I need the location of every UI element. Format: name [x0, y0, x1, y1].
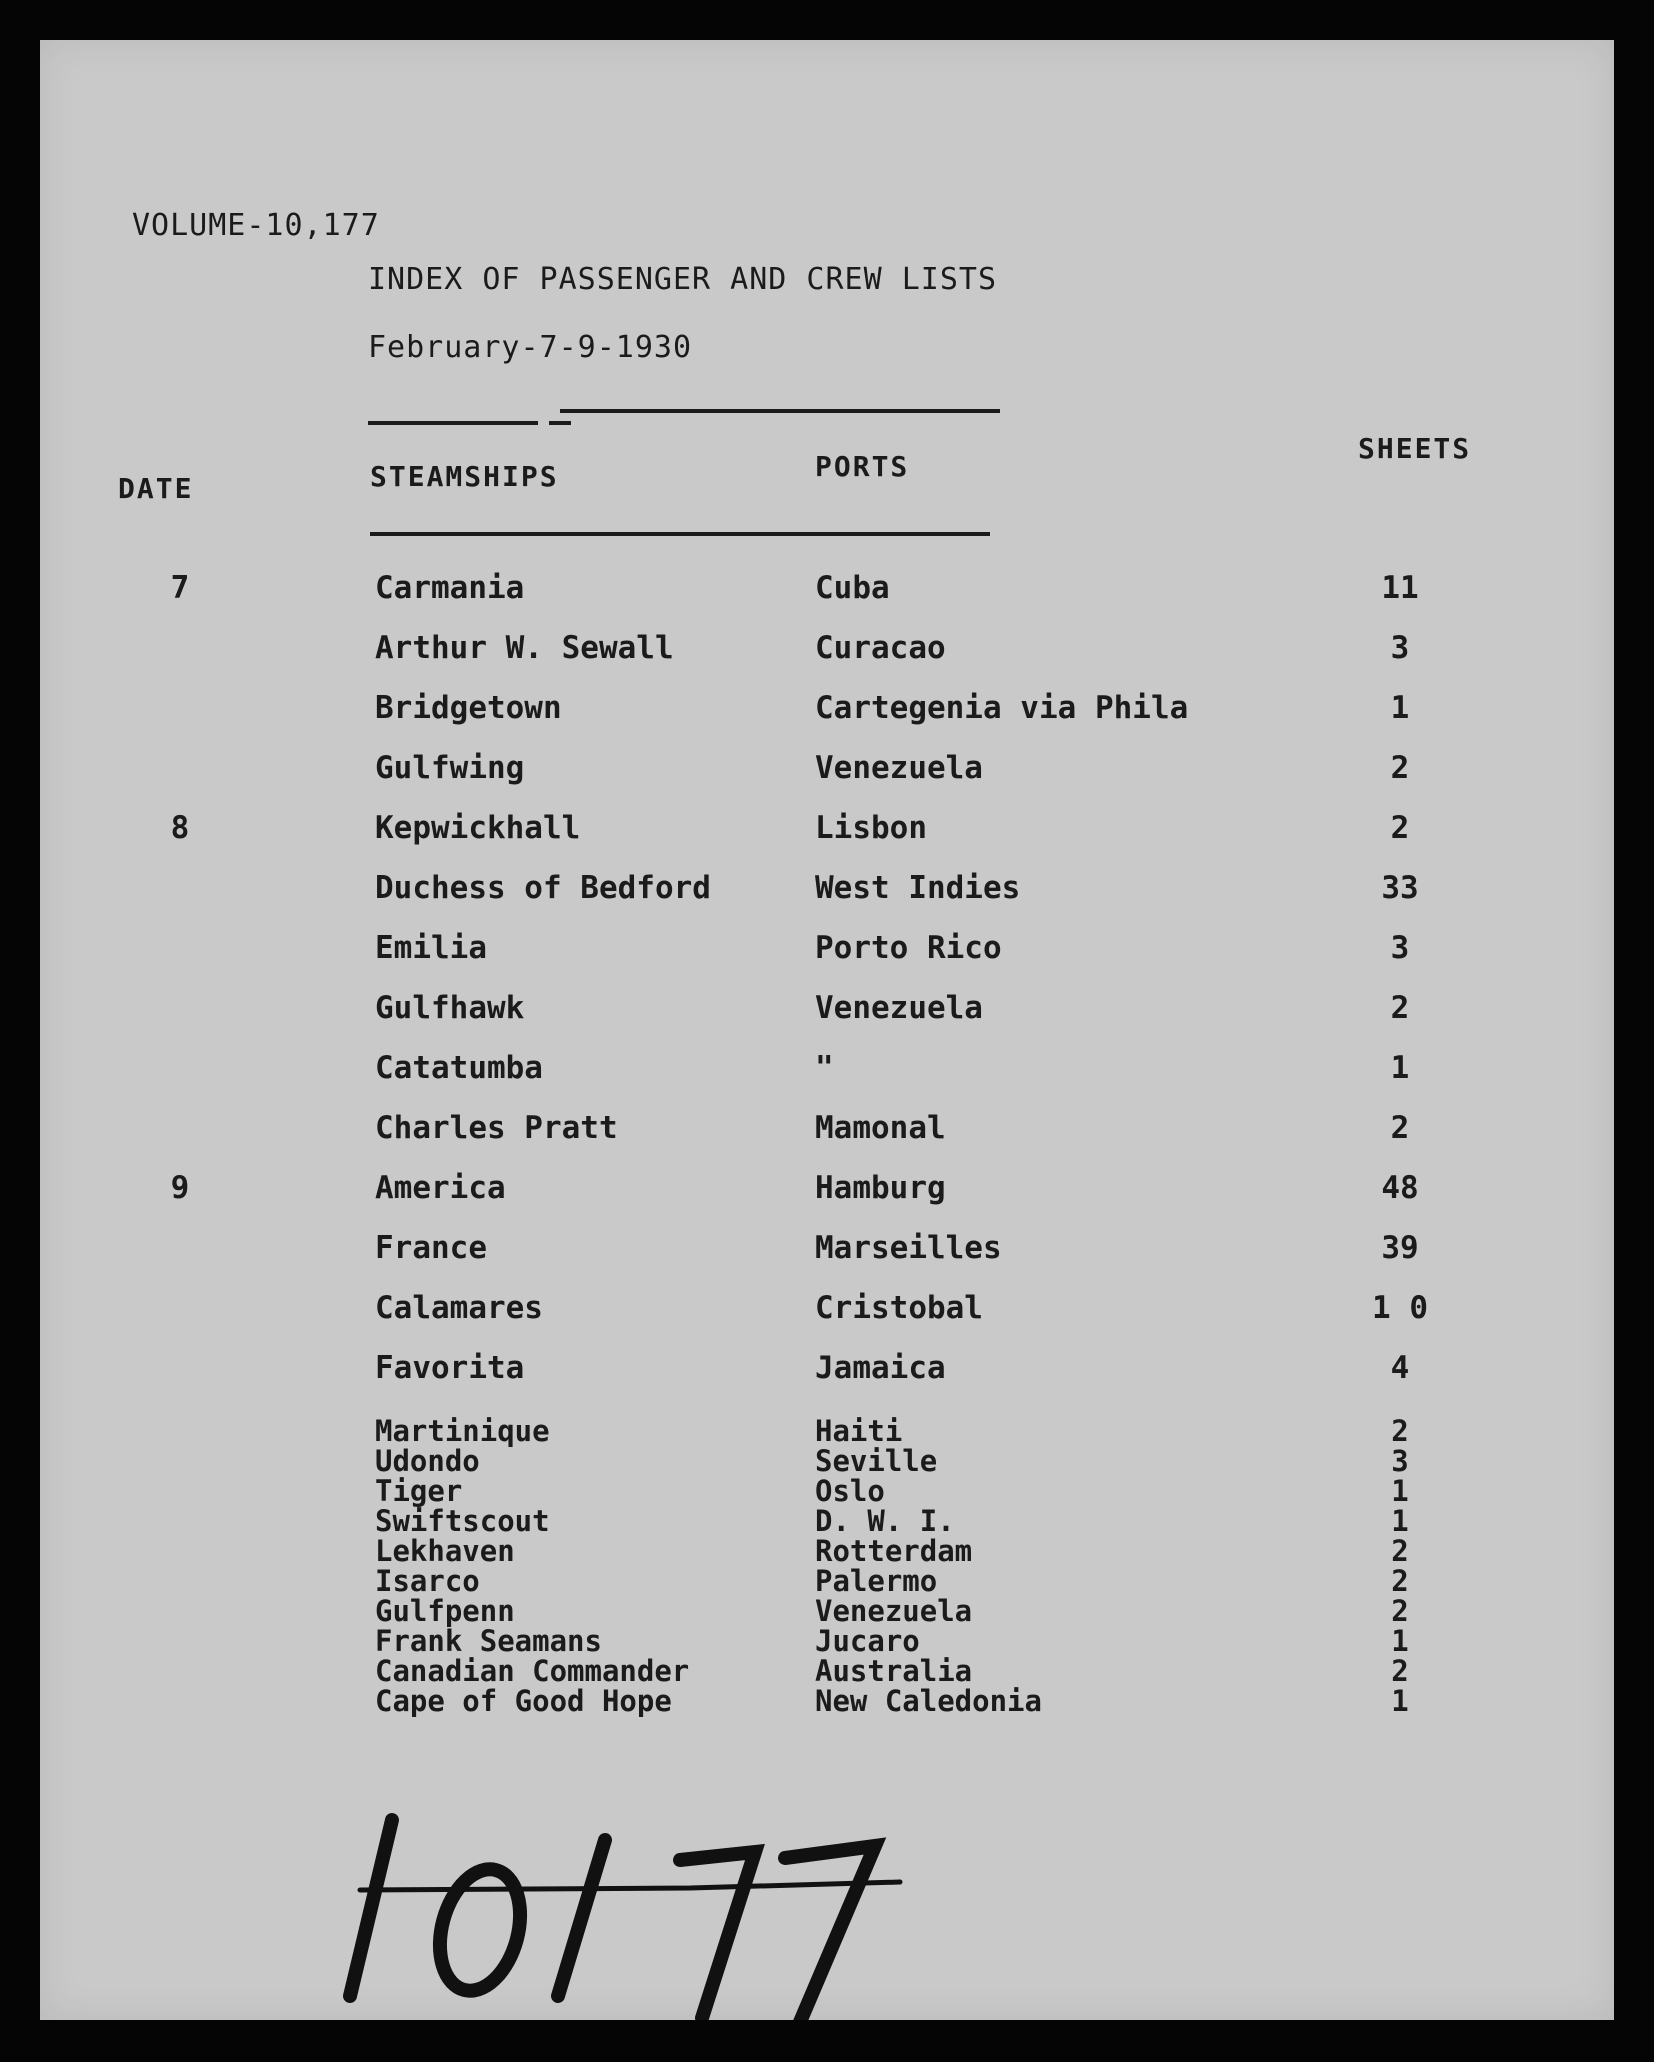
sheets-cell: 1: [1391, 1624, 1409, 1658]
port-cell: Cartegenia via Phila: [815, 690, 1189, 726]
sheets-cell: 33: [1381, 870, 1419, 906]
port-cell: Jucaro: [815, 1624, 920, 1658]
header-rule-dash: [549, 421, 571, 425]
port-cell: Rotterdam: [815, 1534, 973, 1568]
port-cell: D. W. I.: [815, 1504, 955, 1538]
port-cell: Oslo: [815, 1474, 885, 1508]
port-cell: Cuba: [815, 570, 890, 606]
steamship-cell: Arthur W. Sewall: [375, 630, 674, 666]
column-header-ports: PORTS: [815, 450, 910, 483]
sheets-cell: 2: [1390, 990, 1410, 1026]
sheets-cell: 3: [1391, 1444, 1409, 1478]
steamship-cell: Canadian Commander: [375, 1654, 690, 1688]
port-cell: Venezuela: [815, 990, 983, 1026]
sheets-cell: 1: [1390, 1050, 1410, 1086]
port-cell: Curacao: [815, 630, 946, 666]
steamship-cell: Gulfwing: [375, 750, 525, 786]
column-header-rule: [370, 532, 990, 536]
port-cell: ": [815, 1050, 834, 1086]
date-cell: 8: [170, 810, 190, 846]
steamship-cell: Isarco: [375, 1564, 480, 1598]
steamship-cell: Carmania: [375, 570, 525, 606]
steamship-cell: Bridgetown: [375, 690, 562, 726]
column-header-sheets: SHEETS: [1358, 432, 1472, 465]
date-cell: 7: [170, 570, 190, 606]
port-cell: Cristobal: [815, 1290, 983, 1326]
port-cell: West Indies: [815, 870, 1021, 906]
sheets-cell: 3: [1390, 630, 1410, 666]
steamship-cell: Swiftscout: [375, 1504, 550, 1538]
steamship-cell: Charles Pratt: [375, 1110, 618, 1146]
port-cell: New Caledonia: [815, 1684, 1042, 1718]
sheets-cell: 2: [1391, 1414, 1409, 1448]
sheets-cell: 2: [1391, 1594, 1409, 1628]
port-cell: Marseilles: [815, 1230, 1002, 1266]
steamship-cell: Emilia: [375, 930, 487, 966]
steamship-cell: Udondo: [375, 1444, 480, 1478]
steamship-cell: Duchess of Bedford: [375, 870, 711, 906]
sheets-cell: 1 0: [1372, 1290, 1428, 1326]
steamship-cell: Tiger: [375, 1474, 463, 1508]
sheets-cell: 2: [1391, 1654, 1409, 1688]
port-cell: Jamaica: [815, 1350, 946, 1386]
steamship-cell: America: [375, 1170, 506, 1206]
date-range: February-7-9-1930: [368, 330, 693, 365]
sheets-cell: 3: [1390, 930, 1410, 966]
port-cell: Palermo: [815, 1564, 938, 1598]
header-rule-short: [368, 421, 538, 425]
sheets-cell: 4: [1390, 1350, 1410, 1386]
sheets-cell: 11: [1381, 570, 1419, 606]
port-cell: Haiti: [815, 1414, 903, 1448]
sheets-cell: 2: [1390, 810, 1410, 846]
sheets-cell: 2: [1390, 1110, 1410, 1146]
port-cell: Hamburg: [815, 1170, 946, 1206]
document-title: INDEX OF PASSENGER AND CREW LISTS: [368, 262, 998, 297]
volume-label: VOLUME-10,177: [132, 208, 380, 243]
sheets-cell: 1: [1391, 1474, 1409, 1508]
sheets-cell: 1: [1390, 690, 1410, 726]
port-cell: Venezuela: [815, 1594, 973, 1628]
steamship-cell: Martinique: [375, 1414, 550, 1448]
port-cell: Venezuela: [815, 750, 983, 786]
steamship-cell: Lekhaven: [375, 1534, 515, 1568]
steamship-cell: Cape of Good Hope: [375, 1684, 672, 1718]
sheets-cell: 2: [1391, 1534, 1409, 1568]
port-cell: Australia: [815, 1654, 973, 1688]
port-cell: Porto Rico: [815, 930, 1002, 966]
steamship-cell: Gulfpenn: [375, 1594, 515, 1628]
steamship-cell: France: [375, 1230, 487, 1266]
column-header-date: DATE: [118, 472, 194, 505]
port-cell: Mamonal: [815, 1110, 946, 1146]
sheets-cell: 48: [1381, 1170, 1419, 1206]
sheets-cell: 1: [1391, 1504, 1409, 1538]
date-cell: 9: [170, 1170, 190, 1206]
column-header-steamships: STEAMSHIPS: [370, 460, 559, 493]
header-rule-long: [560, 409, 1000, 413]
steamship-cell: Kepwickhall: [375, 810, 581, 846]
sheets-cell: 2: [1390, 750, 1410, 786]
port-cell: Seville: [815, 1444, 938, 1478]
port-cell: Lisbon: [815, 810, 927, 846]
steamship-cell: Favorita: [375, 1350, 525, 1386]
document-sheet: [40, 40, 1614, 2020]
steamship-cell: Gulfhawk: [375, 990, 525, 1026]
steamship-cell: Frank Seamans: [375, 1624, 602, 1658]
sheets-cell: 2: [1391, 1564, 1409, 1598]
steamship-cell: Catatumba: [375, 1050, 543, 1086]
sheets-cell: 1: [1391, 1684, 1409, 1718]
handwritten-number-mark: [330, 1800, 1130, 2020]
steamship-cell: Calamares: [375, 1290, 543, 1326]
sheets-cell: 39: [1381, 1230, 1419, 1266]
